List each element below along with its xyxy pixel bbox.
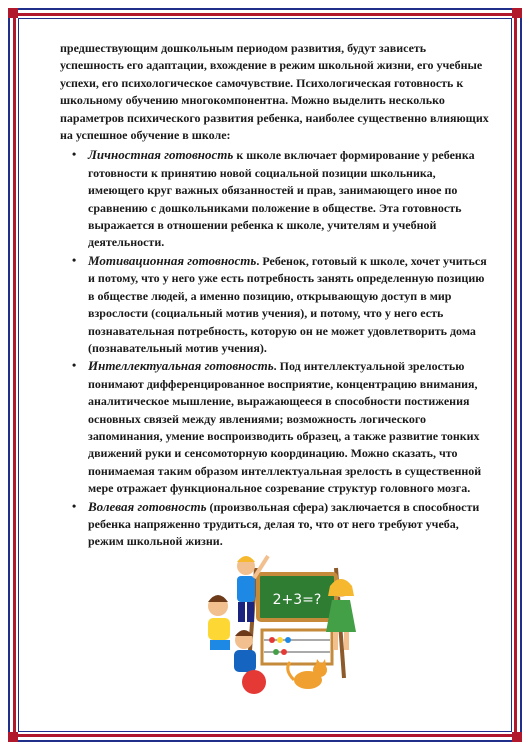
abacus-bead — [273, 649, 279, 655]
child-shirt — [237, 576, 255, 602]
document-body — [60, 40, 492, 551]
item-term: Интеллектуальная готовность — [88, 358, 274, 374]
abacus-bead — [281, 649, 287, 655]
list-item — [72, 357, 492, 497]
board-text: 2+3=? — [272, 592, 322, 608]
border-corner — [512, 8, 522, 18]
ball — [242, 670, 266, 694]
children-at-blackboard-illustration — [196, 548, 361, 700]
bullet-icon: • — [72, 252, 77, 267]
abacus-bead — [285, 637, 291, 643]
border-corner — [8, 8, 18, 18]
abacus-frame — [262, 630, 332, 664]
border-corner — [8, 732, 18, 742]
item-term: Мотивационная готовность — [88, 252, 257, 268]
border-corner — [512, 732, 522, 742]
item-text: . Ребенок, готовый к школе, хочет учиться и потому, что у него уже есть потребность занять определенную позицию в обществе людей, а именно позицию, открывающую доступ в мир взрослости (социальный мотив учения), и потому, что у него есть познавательная потребность, которую он не может удовлетворить дома (познавательный мотив учения). — [88, 253, 487, 355]
abacus-bead — [269, 637, 275, 643]
item-term: Личностная готовность — [88, 147, 234, 163]
readiness-list — [60, 146, 492, 550]
bullet-icon: • — [72, 498, 77, 513]
child-shirt — [208, 618, 230, 640]
intro-paragraph: предшествующим дошкольным периодом развития, будут зависеть успешность его адаптации, вхождение в режим школьной жизни, его учебные успехи, его психологическое самочувствие. Психологическая готовность к школьному обучению многокомпонентна. Можно выделить несколько параметров психического развития ребенка, наиболее существенно влияющих на успешное обучение в школе: — [60, 41, 489, 143]
bullet-icon: • — [72, 147, 77, 162]
item-text: к школе включает формирование у ребенка готовности к принятию новой социальной позиции школьника, имеющего круг важных обязанностей и прав, занимающего иное по сравнению с дошкольниками положение в обществе. Эта готовность выражается в отношении ребенка к школе, учителям и учебной деятельности. — [88, 148, 475, 250]
item-text: . Под интеллектуальной зрелостью понимают дифференцированное восприятие, концентрацию внимания, аналитическое мышление, выражающееся в способности постижения основных связей между явлениями; возможность логического запоминания, умение воспроизводить образец, а также развитие тонких движений руки и сенсомоторную координацию. Можно сказать, что понимаемая таким образом интеллектуальная зрелость в существенной мере отражает функциональное созревание структур головного мозга. — [88, 359, 482, 496]
abacus-bead — [277, 637, 283, 643]
list-item — [72, 252, 492, 357]
list-item — [72, 498, 492, 551]
item-term: Волевая готовность — [88, 498, 207, 514]
item-text: (произвольная сфера) заключается в способности ребенка напряженно трудиться, делая то, что от него требуют учеба, режим школьной жизни. — [88, 499, 480, 549]
list-item — [72, 146, 492, 251]
bullet-icon: • — [72, 358, 77, 373]
